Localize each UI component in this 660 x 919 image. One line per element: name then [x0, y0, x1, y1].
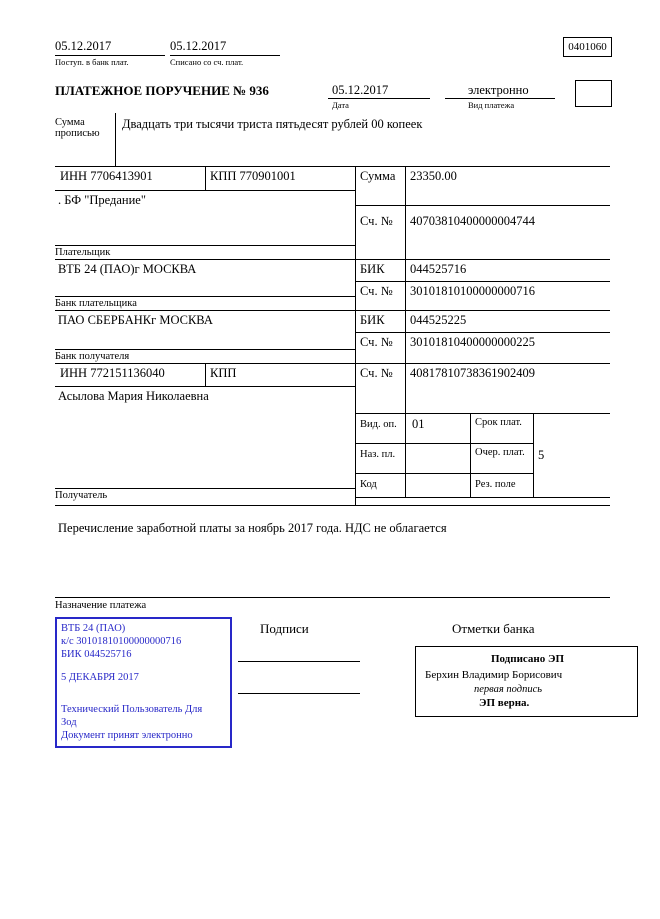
payment-kind-label: Вид платежа [468, 100, 515, 110]
payer-bank-bik-label: БИК [360, 262, 385, 276]
stamp-accepted-note: Документ принят электронно [61, 730, 193, 741]
payee-bank-account-label: Сч. № [360, 335, 393, 349]
op-type-label: Вид. оп. [360, 419, 397, 430]
grid-line [55, 505, 610, 506]
grid-line [55, 296, 355, 297]
debited-from-account-label: Списано со сч. плат. [170, 57, 244, 67]
reserve-field-label: Рез. поле [475, 479, 516, 490]
amount-in-words-value: Двадцать три тысячи триста пятьдесят рублей 00 копеек [122, 117, 423, 131]
grid-line [355, 413, 610, 414]
debited-from-account-date: 05.12.2017 [170, 39, 227, 53]
payee-bank-bik-label: БИК [360, 313, 385, 327]
payer-bank-label: Банк плательщика [55, 298, 137, 309]
amount-value: 23350.00 [410, 169, 457, 183]
payer-bank-account: 30101810100000000716 [410, 284, 535, 298]
grid-line [55, 597, 610, 598]
signature-line [238, 693, 360, 694]
grid-line [55, 349, 355, 350]
received-in-bank-date: 05.12.2017 [55, 39, 112, 53]
document-date-label: Дата [332, 100, 349, 110]
payee-kpp: КПП [210, 366, 237, 380]
payer-name: . БФ "Предание" [58, 193, 146, 207]
payment-purpose-label: Назначение платежа [55, 600, 147, 611]
grid-line [355, 443, 533, 444]
pay-term-label: Срок плат. [475, 417, 522, 428]
payer-bank-account-label: Сч. № [360, 284, 393, 298]
payer-account-label: Сч. № [360, 214, 393, 228]
form-code-box: 0401060 [563, 37, 612, 57]
stamp-bank-name: ВТБ 24 (ПАО) [61, 623, 126, 634]
payee-bank-bik: 044525225 [410, 313, 467, 327]
grid-line [355, 281, 610, 282]
payer-kpp: КПП 770901001 [210, 169, 296, 183]
grid-line [170, 55, 280, 56]
grid-line [55, 55, 165, 56]
grid-line [355, 332, 610, 333]
priority-value: 5 [538, 448, 545, 462]
signature-line [238, 661, 360, 662]
esign-box [415, 646, 638, 717]
grid-line [328, 98, 430, 99]
grid-line [470, 413, 471, 497]
grid-line [205, 166, 206, 190]
payee-label: Получатель [55, 490, 108, 501]
grid-line [355, 205, 610, 206]
document-title: ПЛАТЕЖНОЕ ПОРУЧЕНИЕ № 936 [55, 83, 269, 98]
esign-title: Подписано ЭП [490, 653, 565, 665]
received-in-bank-label: Поступ. в банк плат. [55, 57, 129, 67]
stamp-user-line2: Зод [61, 717, 77, 728]
bank-marks-heading: Отметки банка [452, 621, 535, 636]
signatures-heading: Подписи [260, 621, 309, 636]
esign-signer-name: Берхин Владимир Борисович [425, 669, 563, 681]
payee-name: Асылова Мария Николаевна [58, 389, 209, 403]
grid-line [55, 488, 355, 489]
purpose-code-label: Наз. пл. [360, 449, 396, 460]
grid-line [205, 363, 206, 386]
priority-label: Очер. плат. [475, 447, 525, 458]
payer-inn: ИНН 7706413901 [60, 169, 153, 183]
document-date: 05.12.2017 [332, 83, 389, 97]
grid-line [55, 386, 355, 387]
payer-bank-bik: 044525716 [410, 262, 467, 276]
payment-kind-value: электронно [468, 83, 529, 97]
payee-bank-label: Банк получателя [55, 351, 130, 362]
esign-verified-note: ЭП верна. [479, 697, 530, 709]
bank-stamp [55, 617, 232, 748]
op-type-value: 01 [412, 417, 425, 431]
stamp-date: 5 ДЕКАБРЯ 2017 [61, 672, 139, 683]
payer-label: Плательщик [55, 247, 111, 258]
payee-inn: ИНН 772151136040 [60, 366, 165, 380]
code-label: Код [360, 479, 377, 490]
grid-line [55, 166, 610, 167]
amount-in-words-label: Сумма прописью [55, 117, 100, 139]
stamp-user-line1: Технический Пользователь Для [61, 704, 203, 715]
grid-line [355, 497, 610, 498]
payer-account: 40703810400000004744 [410, 214, 535, 228]
grid-line [355, 166, 356, 505]
grid-line [115, 113, 116, 166]
grid-line [405, 166, 406, 497]
grid-line [445, 98, 555, 99]
stamp-corr-account: к/с 30101810100000000716 [61, 636, 182, 647]
payer-bank-name: ВТБ 24 (ПАО)г МОСКВА [58, 262, 197, 276]
payee-bank-account: 30101810400000000225 [410, 335, 535, 349]
grid-line [55, 310, 610, 311]
grid-line [55, 259, 610, 260]
stamp-bik: БИК 044525716 [61, 649, 132, 660]
grid-line [55, 190, 355, 191]
empty-header-box [575, 80, 612, 107]
esign-signer-role: первая подпись [474, 684, 543, 695]
payee-bank-name: ПАО СБЕРБАНКг МОСКВА [58, 313, 213, 327]
grid-line [55, 363, 610, 364]
grid-line [55, 245, 355, 246]
grid-line [355, 473, 533, 474]
amount-label: Сумма [360, 169, 396, 183]
payment-purpose-text: Перечисление заработной платы за ноябрь 2017 года. НДС не облагается [58, 521, 447, 535]
payee-account: 40817810738361902409 [410, 366, 535, 380]
grid-line [533, 413, 534, 497]
payee-account-label: Сч. № [360, 366, 393, 380]
